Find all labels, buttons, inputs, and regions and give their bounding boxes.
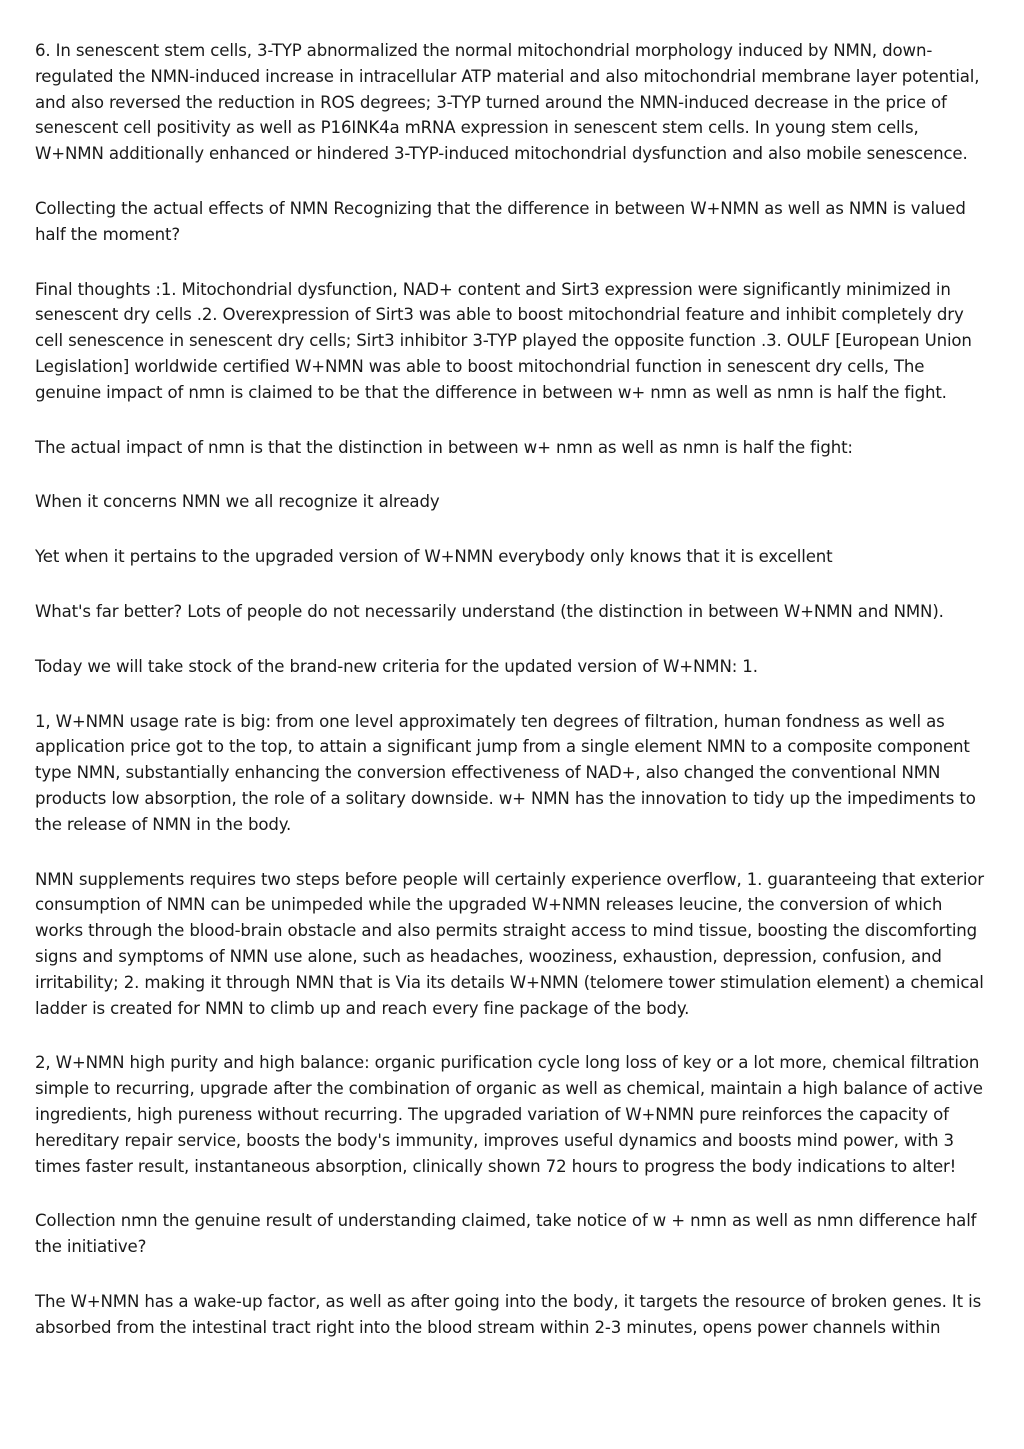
- paragraph-far-better: What's far better? Lots of people do not necessarily understand (the distinction in between W+NMN and NMN).: [35, 601, 944, 621]
- paragraph-collecting-effects: Collecting the actual effects of NMN Recognizing that the difference in between W+NMN as well as NMN is valued half the moment?: [35, 198, 966, 244]
- paragraph-two-steps: NMN supplements requires two steps before people will certainly experience overflow, 1. guaranteeing that exterior consumption of NMN can be unimpeded while the upgraded W+NMN releases leucine, the conversion of which works through the blood-brain obstacle and also permits straight access to mind tissue, boosting the discomforting signs and symptoms of NMN use alone, such as headaches, wooziness, exhaustion, depression, confusion, and irritability; 2. making it through NMN that is Via its details W+NMN (telomere tower stimulation element) a chemical ladder is created for NMN to climb up and reach every fine package of the body.: [35, 869, 984, 1018]
- paragraph-usage-rate: 1, W+NMN usage rate is big: from one level approximately ten degrees of filtration, human fondness as well as application price got to the top, to attain a significant jump from a single element NMN to a composite component type NMN, substantially enhancing the conversion effectiveness of NAD+, also changed the conventional NMN products low absorption, the role of a solitary downside. w+ NMN has the innovation to tidy up the impediments to the release of NMN in the body.: [35, 711, 976, 834]
- paragraph-actual-impact: The actual impact of nmn is that the distinction in between w+ nmn as well as nmn is half the fight:: [35, 437, 853, 457]
- paragraph-nmn-recognized: When it concerns NMN we all recognize it already: [35, 492, 440, 512]
- paragraph-upgraded-version: Yet when it pertains to the upgraded version of W+NMN everybody only knows that it is excellent: [35, 547, 833, 567]
- paragraph-mitochondrial-morphology: 6. In senescent stem cells, 3-TYP abnormalized the normal mitochondrial morphology induced by NMN, down-regulated the NMN-induced increase in intracellular ATP material and also mitochondrial membrane layer potential, and also reversed the reduction in ROS degrees; 3-TYP turned around the NMN-induced decrease in the price of senescent cell positivity as well as P16INK4a mRNA expression in senescent stem cells. In young stem cells, W+NMN additionally enhanced or hindered 3-TYP-induced mitochondrial dysfunction and also mobile senescence.: [35, 41, 980, 164]
- paragraph-high-purity: 2, W+NMN high purity and high balance: organic purification cycle long loss of key or a lot more, chemical filtration simple to recurring, upgrade after the combination of organic as well as chemical, maintain a high balance of active ingredients, high pureness without recurring. The upgraded variation of W+NMN pure reinforces the capacity of hereditary repair service, boosts the body's immunity, improves useful dynamics and boosts mind power, with 3 times faster result, instantaneous absorption, clinically shown 72 hours to progress the body indications to alter!: [35, 1053, 983, 1176]
- paragraph-take-stock: Today we will take stock of the brand-new criteria for the updated version of W+NMN: 1.: [35, 656, 758, 676]
- paragraph-final-thoughts: Final thoughts :1. Mitochondrial dysfunction, NAD+ content and Sirt3 expression were significantly minimized in senescent dry cells .2. Overexpression of Sirt3 was able to boost mitochondrial feature and inhibit completely dry cell senescence in senescent dry cells; Sirt3 inhibitor 3-TYP played the opposite function .3. OULF [European Union Legislation] worldwide certified W+NMN was able to boost mitochondrial function in senescent dry cells, The genuine impact of nmn is claimed to be that the difference in between w+ nmn as well as nmn is half the fight.: [35, 279, 972, 402]
- paragraph-wake-up-factor: The W+NMN has a wake-up factor, as well as after going into the body, it targets the resource of broken genes. It is absorbed from the intestinal tract right into the blood stream within 2-3 minutes, opens power channels within: [35, 1291, 982, 1337]
- paragraph-collection-nmn: Collection nmn the genuine result of understanding claimed, take notice of w + nmn as well as nmn difference half the initiative?: [35, 1211, 977, 1257]
- article-body: [35, 38, 992, 1369]
